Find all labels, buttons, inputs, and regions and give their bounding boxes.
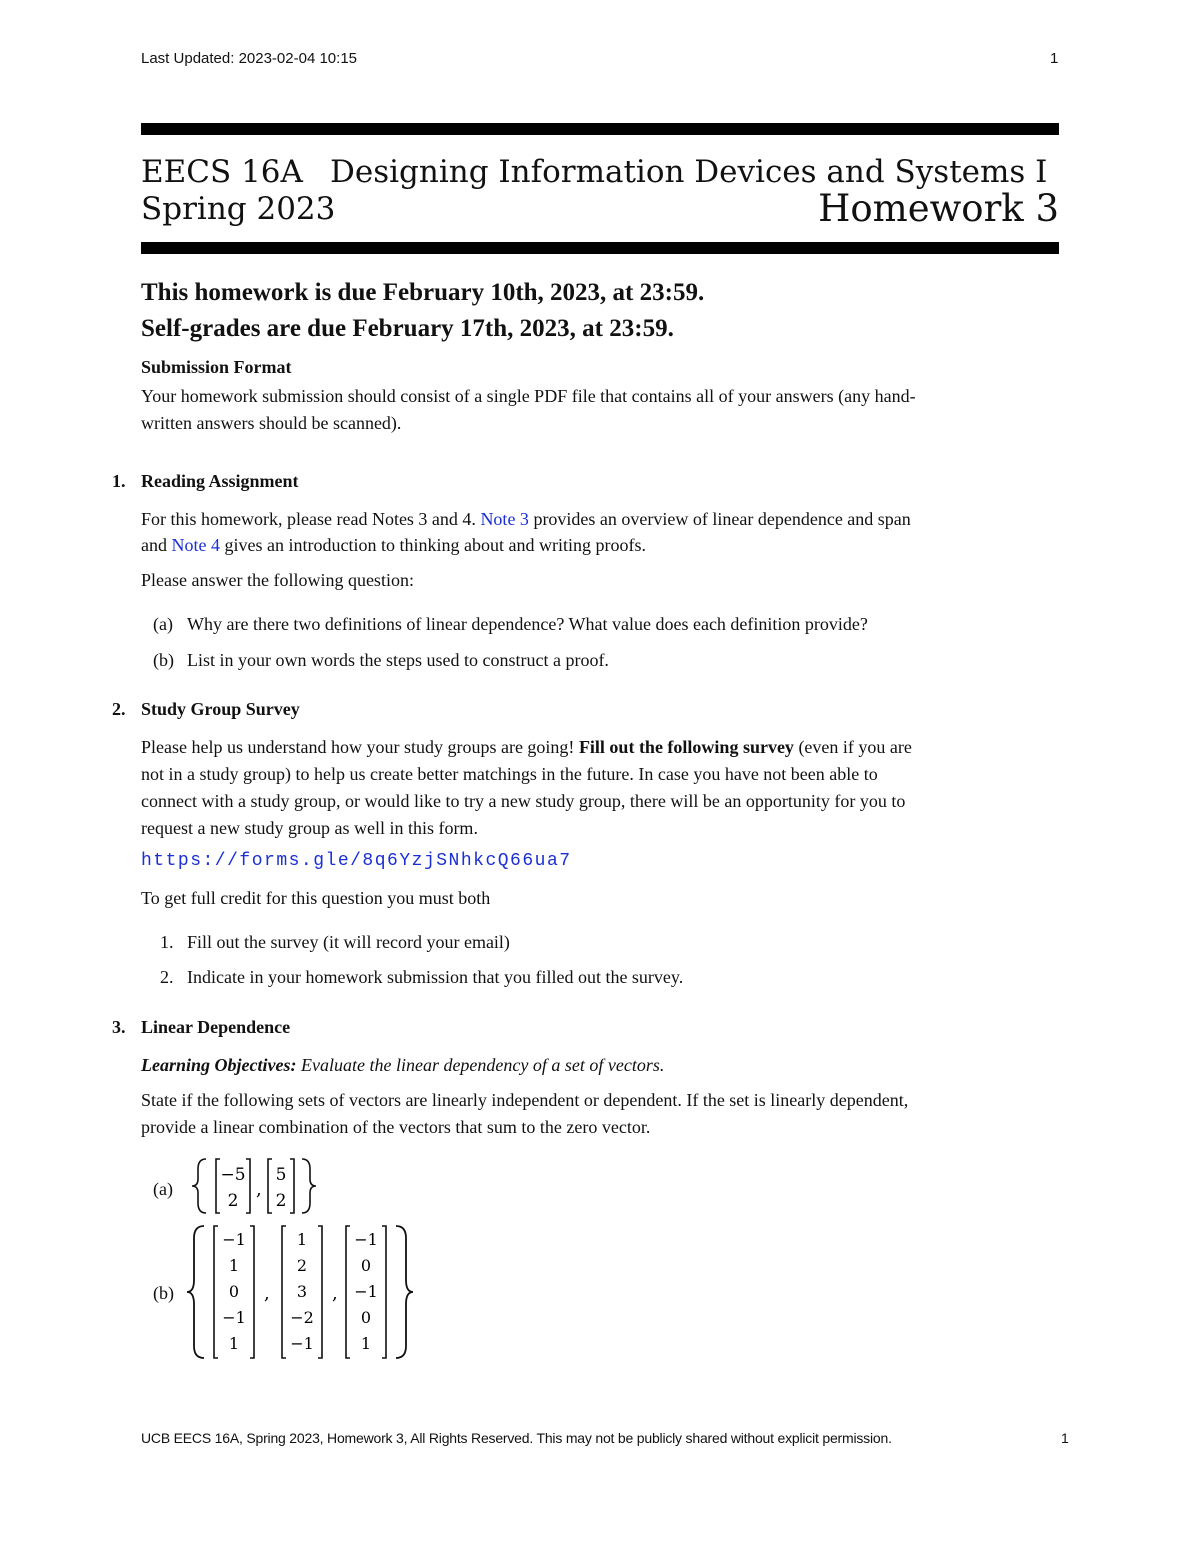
q2-line1-post: (even if you are	[793, 737, 912, 757]
vector-entry: −1	[222, 1308, 246, 1327]
q1-part-b	[153, 647, 609, 674]
q2-title: Study Group Survey	[141, 699, 300, 719]
left-brace	[187, 1226, 204, 1358]
q3-objectives-label: Learning Objectives:	[141, 1055, 297, 1075]
vector-bracket-right	[290, 1159, 294, 1213]
title-rule-top	[141, 123, 1059, 135]
q3-title: Linear Dependence	[141, 1017, 291, 1037]
submission-text-1: Your homework submission should consist of a single PDF file that contains all of your answers (any hand-	[141, 386, 916, 406]
q3-objectives	[141, 1052, 664, 1079]
vector-bracket-left	[346, 1226, 350, 1358]
q3-line2: provide a linear combination of the vectors that sum to the zero vector.	[141, 1117, 651, 1137]
vector-entry: −1	[222, 1230, 246, 1249]
due-selfgrades: Self-grades are due February 17th, 2023, at 23:59.	[141, 315, 674, 342]
q3-part-b-vector-set	[186, 1222, 418, 1362]
q1-title: Reading Assignment	[141, 471, 299, 491]
last-updated: Last Updated: 2023-02-04 10:15	[141, 50, 357, 67]
vector-comma: ,	[332, 1283, 338, 1304]
q2-line3: connect with a study group, or would like to try a new study group, there will be an opportunity for you to	[141, 791, 906, 811]
q2-credit-prompt: To get full credit for this question you must both	[141, 888, 491, 908]
q3-part-b-label: (b)	[153, 1283, 174, 1303]
term: Spring 2023	[141, 191, 336, 227]
q2-step-1-label: 1.	[160, 932, 174, 952]
vector-bracket-right	[382, 1226, 386, 1358]
page-number-bottom: 1	[1061, 1430, 1069, 1446]
footer-text: UCB EECS 16A, Spring 2023, Homework 3, All Rights Reserved. This may not be publicly shared without explicit permission.	[141, 1430, 892, 1446]
q3-line1: State if the following sets of vectors are linearly independent or dependent. If the set is linearly dependent,	[141, 1090, 909, 1110]
q2-line1-bold: Fill out the following survey	[578, 737, 794, 757]
vector-entry: 0	[360, 1308, 372, 1327]
vector-bracket-left	[282, 1226, 286, 1358]
note3-link[interactable]: Note 3	[480, 509, 529, 529]
q2-line4: request a new study group as well in this form.	[141, 818, 478, 838]
q2-line1-pre: Please help us understand how your study groups are going!	[141, 737, 579, 757]
vector-entry: 2	[275, 1191, 287, 1211]
vector-entry: 3	[296, 1282, 308, 1301]
vector-entry: 1	[228, 1256, 240, 1275]
note4-link[interactable]: Note 4	[171, 535, 220, 555]
course-code: EECS 16A	[141, 154, 303, 190]
page-number-top: 1	[1050, 50, 1059, 67]
q2-step-1-text: Fill out the survey (it will record your email)	[187, 932, 510, 952]
q2-number: 2.	[112, 699, 126, 719]
q3-part-a-vector-set	[190, 1155, 330, 1217]
assignment-title: Homework 3	[818, 187, 1059, 230]
title-rule-bottom	[141, 242, 1059, 254]
vector-entry: −5	[220, 1165, 246, 1185]
q3-objectives-text: Evaluate the linear dependency of a set of vectors.	[296, 1055, 665, 1075]
vector-entry: 1	[296, 1230, 308, 1249]
vector-entry: 2	[296, 1256, 308, 1275]
vector-bracket-right	[250, 1226, 254, 1358]
q1-line1-post: provides an overview of linear dependence and span	[528, 509, 911, 529]
q2-line1	[141, 734, 912, 761]
q1-number: 1.	[112, 471, 126, 491]
vector-bracket-left	[216, 1159, 220, 1213]
vector-entry: 2	[227, 1191, 239, 1211]
q1-line1	[141, 506, 911, 533]
q1-part-b-label: (b)	[153, 650, 174, 670]
submission-text-2: written answers should be scanned).	[141, 413, 402, 433]
vector-entry: 5	[275, 1165, 287, 1185]
vector-entry: 0	[360, 1256, 372, 1275]
q1-part-a-text: Why are there two definitions of linear dependence? What value does each definition provide?	[187, 614, 868, 634]
vector-entry: 1	[360, 1334, 372, 1353]
q1-part-a-label: (a)	[153, 614, 173, 634]
vector-entry: −1	[354, 1230, 378, 1249]
right-brace	[396, 1226, 413, 1358]
course-title: Designing Information Devices and Systems I	[330, 154, 1048, 190]
right-brace	[302, 1159, 316, 1213]
q2-step-1	[160, 929, 510, 956]
q2-line2: not in a study group) to help us create better matchings in the future. In case you have not been able to	[141, 764, 878, 784]
q1-line2	[141, 532, 646, 559]
vector-entry: 1	[228, 1334, 240, 1353]
q2-step-2	[160, 964, 683, 991]
vector-comma: ,	[256, 1179, 262, 1200]
vector-entry: 0	[228, 1282, 240, 1301]
vector-bracket-left	[214, 1226, 218, 1358]
q1-line1-pre: For this homework, please read Notes 3 and 4.	[141, 509, 481, 529]
vector-bracket-right	[246, 1159, 250, 1213]
submission-heading: Submission Format	[141, 357, 292, 377]
q1-part-b-text: List in your own words the steps used to construct a proof.	[187, 650, 609, 670]
q3-part-a-label: (a)	[153, 1179, 173, 1199]
q2-step-2-text: Indicate in your homework submission that you filled out the survey.	[187, 967, 684, 987]
left-brace	[192, 1159, 206, 1213]
due-homework: This homework is due February 10th, 2023, at 23:59.	[141, 279, 705, 306]
vector-bracket-left	[268, 1159, 272, 1213]
q2-step-2-label: 2.	[160, 967, 174, 987]
q3-number: 3.	[112, 1017, 126, 1037]
q1-prompt: Please answer the following question:	[141, 570, 414, 590]
q1-part-a	[153, 611, 868, 638]
vector-comma: ,	[264, 1283, 270, 1304]
q1-line2-pre: and	[141, 535, 172, 555]
vector-entry: −1	[290, 1334, 314, 1353]
q1-line2-post: gives an introduction to thinking about and writing proofs.	[220, 535, 646, 555]
vector-bracket-right	[318, 1226, 322, 1358]
vector-entry: −2	[290, 1308, 314, 1327]
vector-entry: −1	[354, 1282, 378, 1301]
survey-link[interactable]: https://forms.gle/8q6YzjSNhkcQ66ua7	[141, 851, 572, 871]
